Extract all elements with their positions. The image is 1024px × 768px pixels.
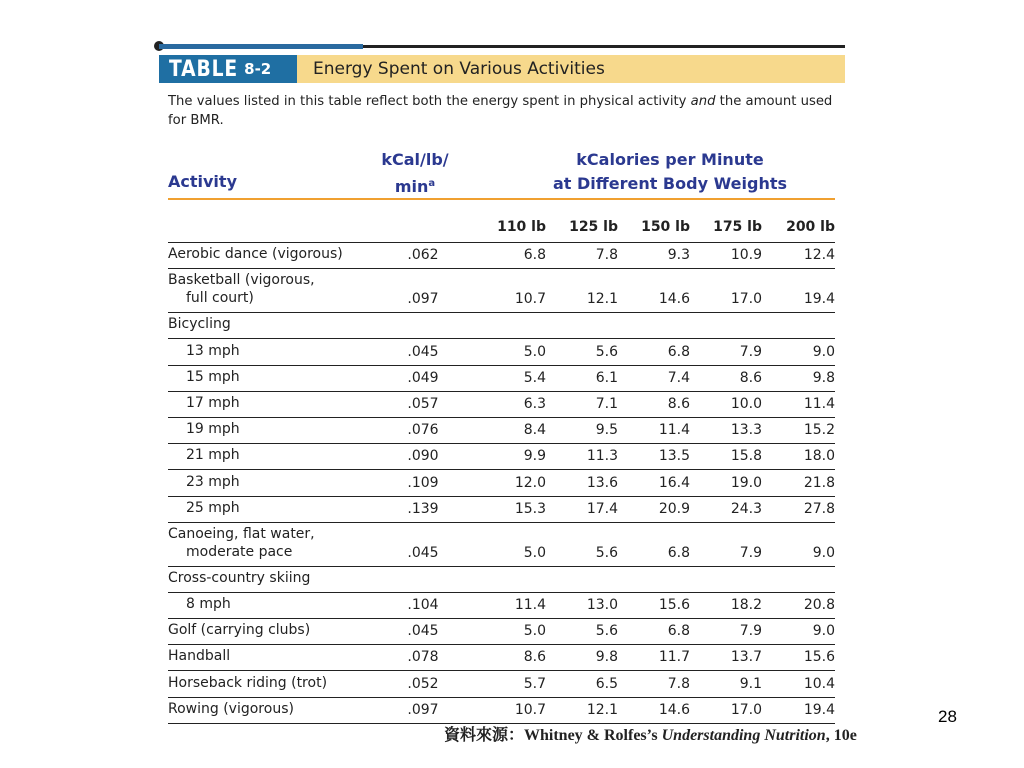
table-intro — [168, 92, 848, 130]
kcal-per-minute-cell: 11.3 — [586, 448, 618, 465]
kcal-per-minute-cell: 10.7 — [514, 291, 546, 308]
column-header-kpm-line2: at Different Body Weights — [552, 174, 787, 193]
table-row — [168, 269, 835, 313]
kcal-per-minute-cell: 11.4 — [803, 395, 835, 412]
activity-name: 19 mph — [186, 421, 240, 438]
activity-name: Horseback riding (trot) — [168, 674, 328, 691]
kcal-per-minute-cell: 7.4 — [667, 369, 690, 386]
kcal-per-lb-min-cell: .097 — [407, 291, 439, 308]
kcal-per-minute-cell: 6.5 — [595, 675, 618, 692]
kcal-per-minute-cell: 6.1 — [595, 369, 618, 386]
activity-name: Cross-country skiing — [168, 569, 311, 586]
kcal-per-minute-cell: 9.9 — [523, 448, 546, 465]
activity-name-continued: full court) — [186, 290, 254, 307]
table-row — [168, 313, 835, 339]
activity-cell — [186, 368, 406, 386]
activity-name: Handball — [168, 648, 231, 665]
kcal-per-minute-cell: 10.4 — [803, 675, 835, 692]
kcal-per-minute-cell: 12.0 — [514, 474, 546, 491]
kcal-per-minute-cell: 5.7 — [523, 675, 546, 692]
kcal-per-minute-cell: 7.9 — [739, 544, 762, 561]
table-tag — [159, 55, 297, 83]
kcal-per-minute-cell: 7.9 — [739, 343, 762, 360]
kcal-per-minute-cell: 6.8 — [667, 623, 690, 640]
activity-name: Rowing (vigorous) — [168, 700, 294, 717]
activity-name: 8 mph — [186, 596, 231, 613]
kcal-per-minute-cell: 10.0 — [730, 395, 762, 412]
table-row — [168, 523, 835, 567]
kcal-per-minute-cell: 7.8 — [595, 247, 618, 264]
activity-cell — [168, 271, 388, 307]
kcal-per-minute-cell: 11.7 — [658, 649, 690, 666]
kcal-per-lb-min-cell: .097 — [407, 701, 439, 718]
kcal-per-minute-cell: 17.0 — [730, 291, 762, 308]
kcal-per-minute-cell: 7.9 — [739, 623, 762, 640]
table-row — [168, 619, 835, 645]
activity-name: Aerobic dance (vigorous) — [168, 246, 343, 263]
intro-text-start: The values listed in this table reflect both the energy spent in physical activity — [168, 94, 691, 109]
table-row — [168, 470, 835, 496]
kcal-per-minute-cell: 6.8 — [667, 544, 690, 561]
kcal-per-lb-min-cell: .045 — [407, 544, 439, 561]
weight-header: 150 lb — [641, 219, 690, 235]
kcal-per-minute-cell: 6.8 — [667, 343, 690, 360]
weight-header-row — [168, 219, 835, 239]
kcal-per-minute-cell: 5.4 — [523, 369, 546, 386]
kcal-per-minute-cell: 20.9 — [658, 500, 690, 517]
activity-name: 17 mph — [186, 394, 240, 411]
kcal-per-lb-min-cell: .062 — [407, 247, 439, 264]
kcal-per-minute-cell: 15.8 — [730, 448, 762, 465]
kcal-per-minute-cell: 16.4 — [658, 474, 690, 491]
table-tag-word: TABLE — [169, 56, 238, 82]
kcal-per-minute-cell: 15.2 — [803, 422, 835, 439]
table-row — [168, 366, 835, 392]
source-book-title: Understanding Nutrition — [661, 727, 826, 744]
source-suffix: , 10e — [825, 727, 857, 744]
kcal-per-minute-cell: 9.8 — [595, 649, 618, 666]
kcal-per-minute-cell: 15.6 — [658, 597, 690, 614]
activity-name: 13 mph — [186, 342, 240, 359]
activity-cell — [186, 446, 406, 464]
kcal-per-minute-cell: 17.0 — [730, 701, 762, 718]
kcal-per-minute-cell: 11.4 — [658, 422, 690, 439]
table-row — [168, 645, 835, 671]
kcal-per-minute-cell: 6.3 — [523, 395, 546, 412]
kcal-per-minute-cell: 5.6 — [595, 623, 618, 640]
table-row — [168, 497, 835, 523]
kcal-per-minute-cell: 13.3 — [730, 422, 762, 439]
kcal-per-minute-cell: 8.6 — [739, 369, 762, 386]
kcal-per-minute-cell: 17.4 — [586, 500, 618, 517]
activity-cell — [186, 394, 406, 412]
kcal-per-minute-cell: 27.8 — [803, 500, 835, 517]
kcal-per-minute-cell: 18.0 — [803, 448, 835, 465]
activity-name-continued: moderate pace — [186, 543, 293, 560]
column-header-kcal-line2: min — [394, 177, 429, 196]
table-row — [168, 392, 835, 418]
source-citation — [444, 722, 857, 745]
activity-cell — [168, 674, 388, 692]
kcal-per-minute-cell: 9.0 — [812, 343, 835, 360]
activity-cell — [186, 342, 406, 360]
top-rule-accent — [159, 44, 363, 49]
kcal-per-lb-min-cell: .057 — [407, 395, 439, 412]
table-row — [168, 444, 835, 470]
kcal-per-minute-cell: 9.5 — [595, 422, 618, 439]
table-row — [168, 418, 835, 444]
activity-cell — [168, 245, 388, 263]
kcal-per-minute-cell: 12.4 — [803, 247, 835, 264]
kcal-per-minute-cell: 19.0 — [730, 474, 762, 491]
kcal-per-minute-cell: 9.1 — [739, 675, 762, 692]
activity-name: 15 mph — [186, 368, 240, 385]
activity-cell — [186, 420, 406, 438]
table-row — [168, 593, 835, 619]
table-row — [168, 671, 835, 697]
activity-name: Bicycling — [168, 316, 231, 333]
header-rule — [168, 198, 835, 200]
table-body — [168, 243, 835, 724]
kcal-per-minute-cell: 20.8 — [803, 597, 835, 614]
kcal-per-minute-cell: 10.9 — [730, 247, 762, 264]
kcal-per-lb-min-cell: .045 — [407, 343, 439, 360]
table-tag-number: 8-2 — [244, 60, 272, 78]
kcal-per-minute-cell: 18.2 — [730, 597, 762, 614]
table-row — [168, 567, 835, 593]
table-row — [168, 698, 835, 724]
kcal-per-minute-cell: 21.8 — [803, 474, 835, 491]
kcal-per-minute-cell: 15.6 — [803, 649, 835, 666]
kcal-per-minute-cell: 15.3 — [514, 500, 546, 517]
activity-cell — [168, 647, 388, 665]
kcal-per-minute-cell: 7.1 — [595, 395, 618, 412]
kcal-per-minute-cell: 13.7 — [730, 649, 762, 666]
column-header-kcal-per-minute — [520, 148, 820, 196]
kcal-per-lb-min-cell: .045 — [407, 623, 439, 640]
kcal-per-lb-min-cell: .104 — [407, 597, 439, 614]
activity-name: 25 mph — [186, 499, 240, 516]
kcal-per-minute-cell: 6.8 — [523, 247, 546, 264]
kcal-per-minute-cell: 9.3 — [667, 247, 690, 264]
table-row — [168, 339, 835, 365]
kcal-per-minute-cell: 7.8 — [667, 675, 690, 692]
kcal-per-lb-min-cell: .109 — [407, 474, 439, 491]
kcal-per-minute-cell: 5.6 — [595, 343, 618, 360]
kcal-per-minute-cell: 24.3 — [730, 500, 762, 517]
kcal-per-minute-cell: 5.0 — [523, 544, 546, 561]
kcal-per-lb-min-cell: .139 — [407, 500, 439, 517]
kcal-per-minute-cell: 9.8 — [812, 369, 835, 386]
kcal-per-minute-cell: 8.6 — [667, 395, 690, 412]
kcal-per-minute-cell: 12.1 — [586, 291, 618, 308]
activity-cell — [186, 499, 406, 517]
kcal-per-minute-cell: 10.7 — [514, 701, 546, 718]
activity-cell — [168, 621, 388, 639]
kcal-per-minute-cell: 8.4 — [523, 422, 546, 439]
kcal-per-lb-min-cell: .076 — [407, 422, 439, 439]
kcal-per-minute-cell: 19.4 — [803, 701, 835, 718]
table-row — [168, 243, 835, 269]
weight-header: 125 lb — [569, 219, 618, 235]
source-prefix: 資料來源：Whitney & Rolfes’s — [444, 727, 662, 744]
kcal-per-minute-cell: 5.6 — [595, 544, 618, 561]
activity-cell — [168, 700, 388, 718]
kcal-per-minute-cell: 13.5 — [658, 448, 690, 465]
kcal-per-minute-cell: 13.6 — [586, 474, 618, 491]
intro-emphasis: and — [690, 94, 716, 109]
page-number: 28 — [938, 707, 957, 726]
column-header-kpm-line1: kCalories per Minute — [576, 150, 764, 169]
kcal-per-minute-cell: 19.4 — [803, 291, 835, 308]
kcal-per-minute-cell: 14.6 — [658, 291, 690, 308]
weight-header: 200 lb — [786, 219, 835, 235]
kcal-per-lb-min-cell: .078 — [407, 649, 439, 666]
column-header-kcal — [365, 148, 465, 199]
activity-name: Canoeing, flat water, — [168, 525, 315, 542]
activity-cell — [186, 473, 406, 491]
weight-header: 110 lb — [497, 219, 546, 235]
footnote-marker: a — [428, 178, 436, 189]
kcal-per-minute-cell: 9.0 — [812, 623, 835, 640]
kcal-per-minute-cell: 14.6 — [658, 701, 690, 718]
kcal-per-minute-cell: 11.4 — [514, 597, 546, 614]
kcal-per-minute-cell: 8.6 — [523, 649, 546, 666]
kcal-per-minute-cell: 9.0 — [812, 544, 835, 561]
column-header-activity: Activity — [168, 172, 237, 191]
activity-name: 23 mph — [186, 473, 240, 490]
activity-name: Golf (carrying clubs) — [168, 622, 311, 639]
activity-name: Basketball (vigorous, — [168, 272, 315, 289]
kcal-per-minute-cell: 13.0 — [586, 597, 618, 614]
kcal-per-lb-min-cell: .090 — [407, 448, 439, 465]
kcal-per-minute-cell: 12.1 — [586, 701, 618, 718]
kcal-per-lb-min-cell: .052 — [407, 675, 439, 692]
kcal-per-lb-min-cell: .049 — [407, 369, 439, 386]
activity-cell — [168, 569, 388, 587]
table-title: Energy Spent on Various Activities — [313, 59, 605, 79]
column-header-kcal-line1: kCal/lb/ — [381, 150, 449, 169]
table-title-bar — [159, 55, 845, 83]
kcal-per-minute-cell: 5.0 — [523, 343, 546, 360]
activity-cell — [168, 525, 388, 561]
kcal-per-minute-cell: 5.0 — [523, 623, 546, 640]
activity-cell — [186, 595, 406, 613]
weight-header: 175 lb — [713, 219, 762, 235]
activity-cell — [168, 315, 388, 333]
activity-name: 21 mph — [186, 447, 240, 464]
intro-text-end: the amount used for BMR. — [168, 94, 833, 128]
